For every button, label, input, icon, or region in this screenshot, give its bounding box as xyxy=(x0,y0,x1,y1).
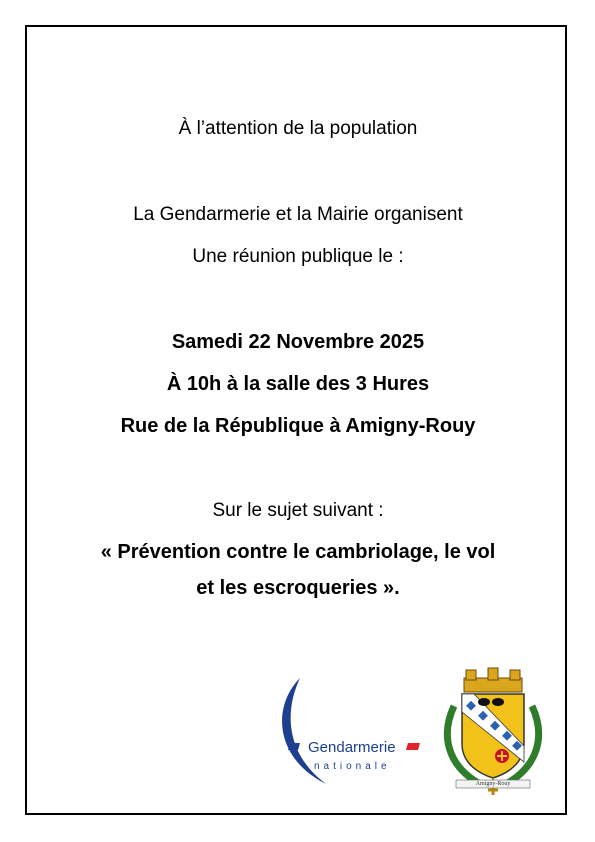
crest-label: Amigny-Rouy xyxy=(475,781,511,787)
subject-intro: Sur le sujet suivant : xyxy=(212,500,384,521)
event-date: Samedi 22 Novembre 2025 xyxy=(171,331,425,353)
gendarmerie-wordmark: Gendarmerie xyxy=(308,739,396,756)
nationale-wordmark: nationale xyxy=(314,761,391,772)
organizers-line: La Gendarmerie et la Mairie organisent xyxy=(133,204,463,225)
gendarmerie-logo xyxy=(278,676,428,786)
flag-blue-stripe xyxy=(288,743,300,750)
bird-icon xyxy=(492,698,504,706)
flag-red-stripe xyxy=(406,743,420,750)
bird-icon xyxy=(478,698,490,706)
attention-line: À l’attention de la population xyxy=(178,118,418,139)
meeting-line: Une réunion publique le : xyxy=(192,246,404,267)
subject-line-2: et les escroqueries ». xyxy=(196,577,400,599)
subject-line-1: « Prévention contre le cambriolage, le vol xyxy=(100,541,496,563)
event-address: Rue de la République à Amigny-Rouy xyxy=(120,415,476,437)
event-time-place: À 10h à la salle des 3 Hures xyxy=(166,373,430,395)
